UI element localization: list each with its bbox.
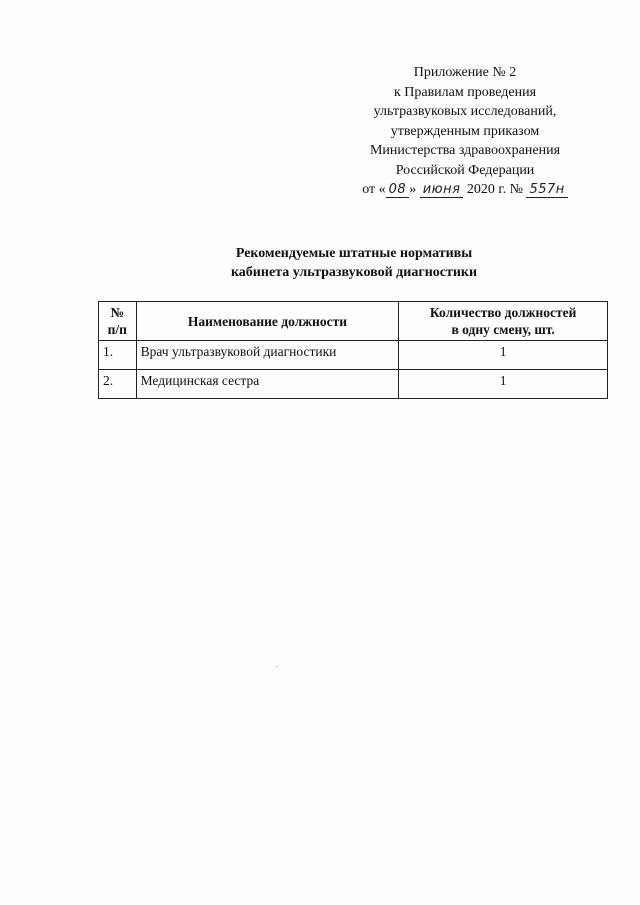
header-num bbox=[99, 302, 137, 341]
row-num: 1. bbox=[99, 341, 137, 370]
appendix-line-federation: Российской Федерации bbox=[395, 162, 535, 178]
order-date-day: 08 bbox=[386, 182, 410, 198]
header-num-line1: № bbox=[110, 305, 125, 320]
appendix-header bbox=[340, 63, 590, 200]
row-position-name: Медицинская сестра bbox=[136, 370, 399, 399]
header-count-line2: в одну смену, шт. bbox=[451, 322, 555, 337]
document-title bbox=[100, 244, 608, 282]
order-date-prefix: от « bbox=[362, 182, 386, 197]
order-date-year: 2020 г. № bbox=[466, 182, 523, 197]
table-row bbox=[99, 341, 608, 370]
row-num: 2. bbox=[99, 370, 137, 399]
title-line-2: кабинета ультразвуковой диагностики bbox=[230, 265, 478, 280]
appendix-line-ministry: Министерства здравоохранения bbox=[369, 143, 561, 158]
order-number: 557н bbox=[526, 182, 567, 198]
row-position-name: Врач ультразвуковой диагностики bbox=[136, 341, 399, 370]
appendix-line-rules: к Правилам проведения bbox=[393, 84, 537, 100]
table-row bbox=[99, 370, 608, 399]
header-position-name: Наименование должности bbox=[136, 302, 399, 341]
order-date-line bbox=[340, 180, 590, 200]
row-position-count: 1 bbox=[399, 341, 608, 370]
row-position-count: 1 bbox=[399, 370, 608, 399]
title-line-1: Рекомендуемые штатные нормативы bbox=[235, 246, 473, 261]
scan-speck bbox=[276, 666, 278, 667]
appendix-line-approved: утвержденным приказом bbox=[390, 123, 540, 139]
appendix-line-ultrasound: ультразвуковых исследований, bbox=[373, 104, 557, 119]
header-count-line1: Количество должностей bbox=[429, 305, 577, 320]
order-date-mid: » bbox=[409, 182, 417, 197]
header-num-line2: п/п bbox=[107, 322, 127, 337]
table-header-row bbox=[99, 302, 608, 341]
staff-norms-table bbox=[98, 301, 608, 399]
header-position-count bbox=[399, 302, 608, 341]
appendix-number: Приложение № 2 bbox=[413, 65, 517, 80]
order-date-month: июня bbox=[420, 182, 464, 198]
